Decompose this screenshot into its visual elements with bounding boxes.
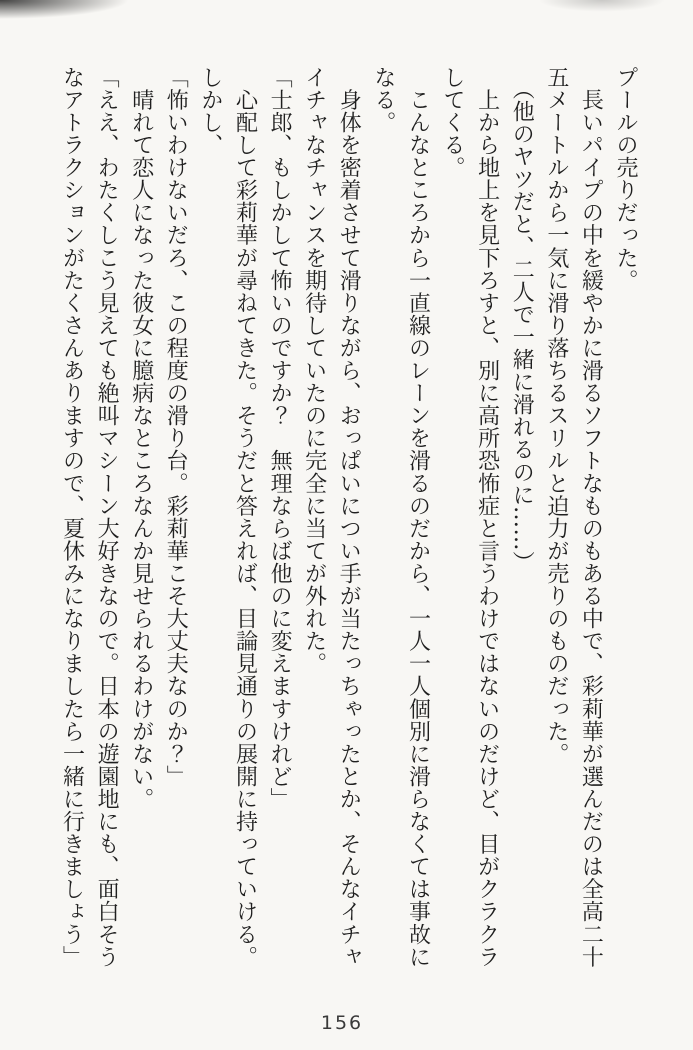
text-line: なる。 — [370, 66, 396, 134]
text-line: 身体を密着させて滑りながら、おっぱいについ手が当たっちゃったとか、そんなイチャ — [336, 66, 362, 968]
text-line: 晴れて恋人になった彼女に臆病なところなんか見せられるわけがない。 — [128, 66, 154, 811]
text-line: 上から地上を見下ろすと、別に高所恐怖症と言うわけではないのだけど、目がクラクラ — [474, 66, 500, 968]
text-line: 「ええ、わたくしこう見えても絶叫マシーン大好きなので。日本の遊園地にも、面白そう — [94, 66, 120, 968]
text-line: イチャなチャンスを期待していたのに完全に当てが外れた。 — [301, 66, 327, 675]
text-line: してくる。 — [440, 66, 466, 179]
text-line: 「士郎、もしかして怖いのですか？ 無理ならば他のに変えますけれど」 — [267, 66, 293, 811]
text-line: こんなところから一直線のレーンを滑るのだから、一人一人個別に滑らなくては事故に — [405, 66, 431, 968]
text-line: 「怖いわけないだろ、この程度の滑り台。彩莉華こそ大丈夫なのか？」 — [163, 66, 189, 788]
page-number: 156 — [320, 1012, 364, 1034]
text-line: プールの売りだった。 — [613, 66, 638, 292]
novel-text-block — [54, 66, 642, 969]
text-line: （他のヤツだと、二人で一緒に滑れるのに……） — [509, 66, 535, 574]
scan-shadow — [0, 0, 693, 32]
text-line: なアトラクションがたくさんありますので、夏休みになりましたら一緒に行きましょう」 — [59, 66, 85, 968]
text-line: しかし、 — [197, 66, 223, 157]
text-line: 長いパイプの中を緩やかに滑るソフトなものもある中で、彩莉華が選んだのは全高二十 — [578, 66, 604, 968]
text-line: 心配して彩莉華が尋ねてきた。そうだと答えれば、目論見通りの展開に持っていける。 — [232, 66, 258, 968]
text-line: 五メートルから一気に滑り落ちるスリルと迫力が売りのものだった。 — [543, 66, 569, 766]
